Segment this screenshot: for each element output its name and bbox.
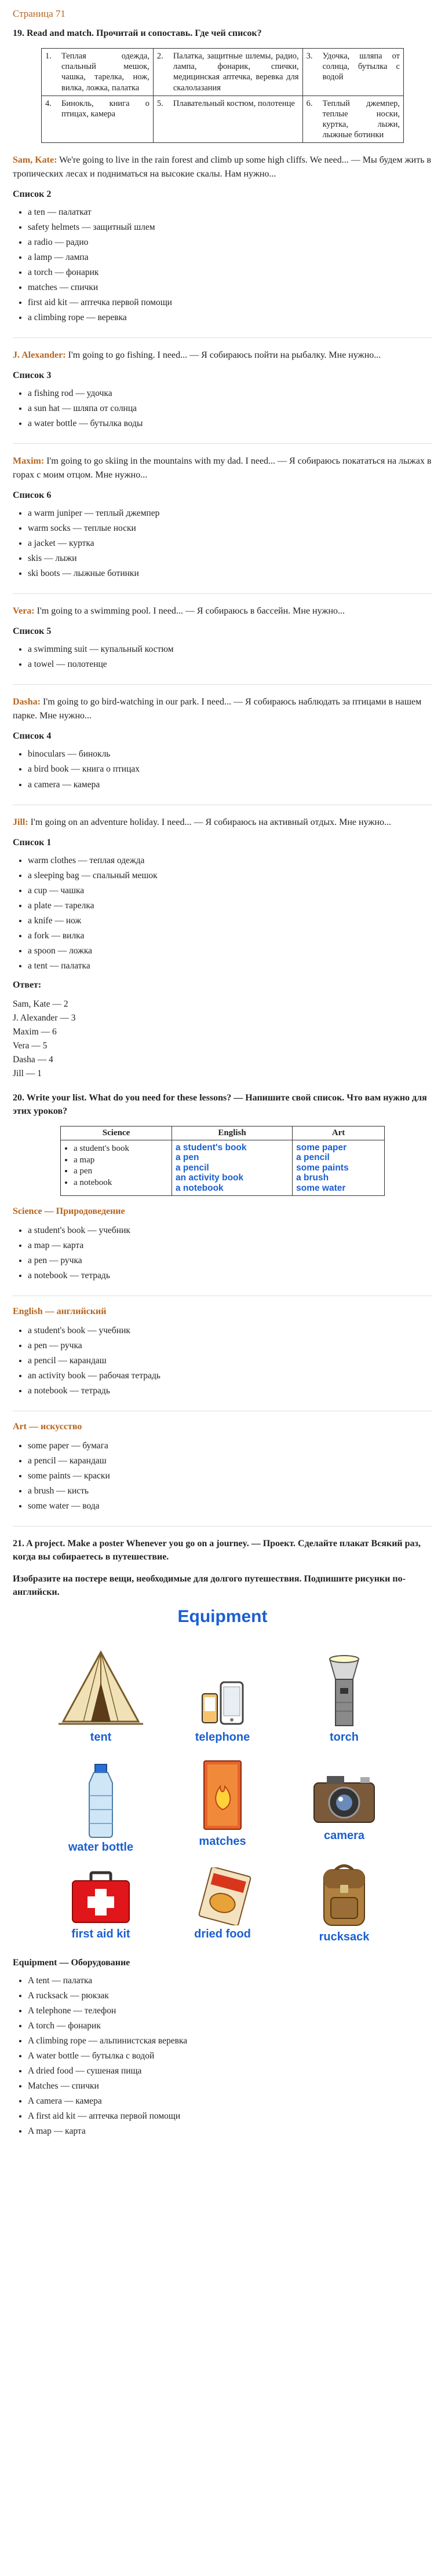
speaker-name: Vera: [13, 606, 35, 617]
task19-heading: 19. Read and match. Прочитай и сопоставь. Где чей список? [13, 28, 262, 38]
poster-item-label: dried food [194, 1927, 251, 1940]
lesson-table [60, 1126, 385, 1196]
telephone-icon [196, 1676, 249, 1729]
poster-item-label: torch [330, 1730, 359, 1744]
cell-number: 2. [153, 49, 170, 96]
speaker-section [13, 695, 432, 791]
poster-item-label: camera [323, 1829, 365, 1842]
list-item: • a pen — ручка [28, 1339, 432, 1353]
cell-number: 6. [302, 96, 319, 143]
speaker-name: Jill: [13, 817, 28, 827]
poster-item-label: rucksack [319, 1930, 370, 1943]
list-title: Список 4 [13, 731, 52, 742]
list-item: • A camera — камера [28, 2094, 432, 2108]
list-item: • a student's book — учебник [28, 1224, 432, 1238]
item-list [13, 1224, 432, 1283]
task21-subheading: Изобразите на постере вещи, необходимые для долгого путешествия. Подпишите рисунки по-английски. [13, 1573, 406, 1597]
list-item: • a pencil — карандаш [28, 1354, 432, 1368]
list-item: • a lamp — лампа [28, 251, 432, 265]
list-title: Список 1 [13, 837, 52, 847]
speaker-text: I'm going to go bird-watching in our park. I need... — Я собираюсь наблюдать за птицами в нашем парке. Мне нужно... [13, 697, 422, 721]
list-item: some paints [296, 1162, 349, 1173]
item-list [13, 206, 432, 325]
item-list [13, 387, 432, 431]
speaker-text: I'm going to go fishing. I need... — Я собираюсь пойти на рыбалку. Мне нужно... [65, 350, 381, 361]
list-item: a pencil [175, 1162, 209, 1173]
list-item: • warm socks — теплые носки [28, 522, 432, 535]
list-title: Список 6 [13, 490, 52, 501]
english-list [176, 1143, 289, 1193]
list-item: • a map [74, 1155, 168, 1166]
list-item: • A dried food — сушеная пища [28, 2064, 432, 2078]
list-item: • Matches — спички [28, 2079, 432, 2093]
water-bottle-icon [83, 1763, 118, 1839]
poster-item-tent [49, 1647, 153, 1744]
list-item: • a notebook [74, 1178, 168, 1188]
answer-title: Ответ: [13, 979, 42, 990]
list-item: a pen [175, 1153, 199, 1163]
list-title: Список 5 [13, 626, 52, 637]
speaker-section [13, 816, 432, 973]
cell-text: Палатка, защитные шлемы, радио, лампа, фонарик, спички, медицинская аптечка, веревка для скалолазания [170, 49, 302, 96]
list-item: • A first aid kit — аптечка первой помощи [28, 2109, 432, 2123]
art-list [296, 1143, 381, 1193]
speaker-section [13, 348, 432, 431]
cell-number: 1. [42, 49, 59, 96]
item-list [13, 1324, 432, 1398]
column-header-science: Science [61, 1126, 172, 1140]
task19-table [41, 48, 404, 143]
list-item: • first aid kit — аптечка первой помощи [28, 296, 432, 310]
list-item: • a notebook — тетрадь [28, 1269, 432, 1283]
cell-text: Теплая одежда, спальный мешок, чашка, тарелка, нож, вилка, ложка, палатка [58, 49, 153, 96]
column-header-art: Art [293, 1126, 385, 1140]
dried-food-icon [191, 1867, 254, 1925]
speaker-line [13, 604, 432, 618]
list-item: • a brush — кисть [28, 1484, 432, 1498]
poster-item-telephone [170, 1676, 275, 1744]
cell-number: 4. [42, 96, 59, 143]
cell-text: Удочка, шляпа от солнца, бутылка с водой [319, 49, 404, 96]
list-item: a brush [296, 1173, 329, 1183]
list-item: • A rucksack — рюкзак [28, 1989, 432, 2003]
poster-item-first-aid-kit [49, 1870, 153, 1941]
speaker-section [13, 153, 432, 325]
speaker-name: Dasha: [13, 697, 41, 707]
task21-heading: 21. A project. Make a poster Whenever you go on a journey. — Проект. Сделайте плакат Всякий раз, когда вы собираетесь в путешествие. [13, 1539, 421, 1562]
subject-heading: Art — искусство [13, 1422, 82, 1432]
list-item: • some paints — краски [28, 1469, 432, 1483]
subject-heading: Science — Природоведение [13, 1206, 125, 1216]
list-item: • a tent — палатка [28, 959, 432, 973]
list-item: • a spoon — ложка [28, 944, 432, 958]
list-item: a notebook [175, 1183, 224, 1193]
list-item: • some paper — бумага [28, 1439, 432, 1453]
list-item: • a torch — фонарик [28, 266, 432, 280]
divider [13, 684, 432, 685]
item-list [13, 854, 432, 973]
equipment-title: Equipment — Оборудование [13, 1957, 130, 1968]
list-item: • a notebook — тетрадь [28, 1384, 432, 1398]
answer-line: J. Alexander — 3 [13, 1012, 76, 1023]
poster-item-dried-food [170, 1867, 275, 1941]
list-title: Список 2 [13, 189, 52, 200]
list-item: • a cup — чашка [28, 884, 432, 898]
list-item: • safety helmets — защитный шлем [28, 221, 432, 234]
subject-heading: English — английский [13, 1306, 107, 1316]
answer-line: Jill — 1 [13, 1068, 42, 1078]
list-item: • a ten — палаткат [28, 206, 432, 219]
divider [13, 337, 432, 338]
cell-number: 3. [302, 49, 319, 96]
list-item: • a sun hat — шляпа от солнца [28, 402, 432, 416]
list-item: • A water bottle — бутылка с водой [28, 2049, 432, 2063]
item-list [13, 643, 432, 671]
answer-line: Sam, Kate — 2 [13, 999, 68, 1009]
column-header-english: English [172, 1126, 292, 1140]
table-header-row [61, 1126, 385, 1140]
list-item: • skis — лыжи [28, 552, 432, 566]
list-item: a pencil [296, 1153, 330, 1163]
tent-icon [57, 1647, 144, 1729]
poster-item-camera [292, 1769, 396, 1843]
poster-item-label: matches [199, 1834, 246, 1848]
list-item: • a plate — тарелка [28, 899, 432, 913]
list-item: • a knife — нож [28, 914, 432, 928]
cell-number: 5. [153, 96, 170, 143]
list-item: • matches — спички [28, 281, 432, 295]
speaker-line [13, 348, 432, 362]
speaker-text: We're going to live in the rain forest and climb up some high cliffs. We need... — Мы будем жить в тропических лесах и подниматься на высокие скалы. Нам нужно... [13, 155, 432, 179]
list-item: some water [296, 1183, 346, 1193]
poster-item-matches [170, 1757, 275, 1848]
equipment-poster [49, 1607, 396, 1947]
list-item: • A map — карта [28, 2124, 432, 2138]
list-item: an activity book [175, 1173, 244, 1183]
item-list [13, 747, 432, 791]
page-label: Страница 71 [13, 8, 65, 19]
list-item: • a jacket — куртка [28, 537, 432, 551]
list-item: a student's book [175, 1143, 247, 1153]
list-item: • a fishing rod — удочка [28, 387, 432, 401]
table-row [42, 96, 404, 143]
speaker-line [13, 816, 432, 830]
list-item: • a pen — ручка [28, 1254, 432, 1268]
list-item: • a student's book — учебник [28, 1324, 432, 1338]
cell-text: Плавательный костюм, полотенце [170, 96, 302, 143]
speaker-text: I'm going to a swimming pool. I need... — Я собираюсь в бассейн. Мне нужно... [34, 606, 345, 617]
speaker-name: Sam, Kate: [13, 155, 57, 166]
table-row [42, 49, 404, 96]
list-item: • a radio — радио [28, 236, 432, 249]
english-cell [172, 1140, 292, 1196]
poster-item-rucksack [292, 1862, 396, 1944]
matches-icon [199, 1757, 246, 1833]
list-item: • A telephone — телефон [28, 2004, 432, 2018]
poster-item-label: first aid kit [71, 1927, 130, 1940]
list-title: Список 3 [13, 370, 52, 381]
speaker-name: J. Alexander: [13, 350, 66, 361]
speaker-text: I'm going to go skiing in the mountains with my dad. I need... — Я собираюсь покататься на лыжах в горах с моим отцом. Мне нужно... [13, 456, 432, 480]
list-item: • a warm juniper — теплый джемпер [28, 507, 432, 520]
cell-text: Бинокль, книга о птицах, камера [58, 96, 153, 143]
speaker-line [13, 695, 432, 723]
list-item: • a climbing rope — веревка [28, 311, 432, 325]
first-aid-kit-icon [69, 1870, 133, 1925]
science-cell [61, 1140, 172, 1196]
list-item: • some water — вода [28, 1499, 432, 1513]
list-item: • a sleeping bag — спальный мешок [28, 869, 432, 883]
list-item: some paper [296, 1143, 347, 1153]
poster-title: Equipment [177, 1606, 268, 1626]
speaker-name: Maxim: [13, 456, 45, 467]
list-item: • ski boots — лыжные ботинки [28, 567, 432, 581]
cell-text: Теплый джемпер, теплые носки, куртка, лыжи, лыжные ботинки [319, 96, 404, 143]
list-item: • A tent — палатка [28, 1974, 432, 1988]
poster-item-water-bottle [49, 1763, 153, 1854]
divider [13, 443, 432, 444]
poster-item-label: tent [90, 1730, 112, 1744]
list-item: • an activity book — рабочая тетрадь [28, 1369, 432, 1383]
speaker-line [13, 454, 432, 482]
torch-icon [324, 1653, 364, 1729]
table-row [61, 1140, 385, 1196]
rucksack-icon [312, 1862, 376, 1928]
list-item: • a towel — полотенце [28, 658, 432, 671]
item-list [13, 1439, 432, 1513]
equipment-list [13, 1974, 432, 2138]
list-item: • a water bottle — бутылка воды [28, 417, 432, 431]
list-item: • a camera — камера [28, 778, 432, 792]
task20-heading: 20. Write your list. What do you need for these lessons? — Напишите свой список. Что вам нужно для этих уроков? [13, 1092, 427, 1116]
speaker-line [13, 153, 432, 181]
art-cell [293, 1140, 385, 1196]
list-item: • a student's book [74, 1144, 168, 1154]
speaker-section [13, 604, 432, 671]
speaker-text: I'm going on an adventure holiday. I need... — Я собираюсь на активный отдых. Мне нужно... [28, 817, 391, 827]
camera-icon [309, 1769, 379, 1827]
divider [13, 593, 432, 594]
speaker-section [13, 454, 432, 581]
answer-line: Dasha — 4 [13, 1054, 53, 1065]
list-item: • a bird book — книга о птицах [28, 762, 432, 776]
list-item: • A climbing rope — альпинистская веревка [28, 2034, 432, 2048]
answer-line: Vera — 5 [13, 1040, 48, 1051]
list-item: • a fork — вилка [28, 929, 432, 943]
poster-item-label: water bottle [68, 1840, 134, 1854]
item-list [13, 507, 432, 581]
answer-line: Maxim — 6 [13, 1026, 57, 1037]
science-list [64, 1144, 168, 1188]
poster-item-torch [292, 1653, 396, 1744]
list-item: • a pen [74, 1166, 168, 1177]
list-item: • binoculars — бинокль [28, 747, 432, 761]
list-item: • a swimming suit — купальный костюм [28, 643, 432, 656]
list-item: • A torch — фонарик [28, 2019, 432, 2033]
list-item: • a pencil — карандаш [28, 1454, 432, 1468]
list-item: • a map — карта [28, 1239, 432, 1253]
poster-item-label: telephone [195, 1730, 250, 1744]
list-item: • warm clothes — теплая одежда [28, 854, 432, 868]
